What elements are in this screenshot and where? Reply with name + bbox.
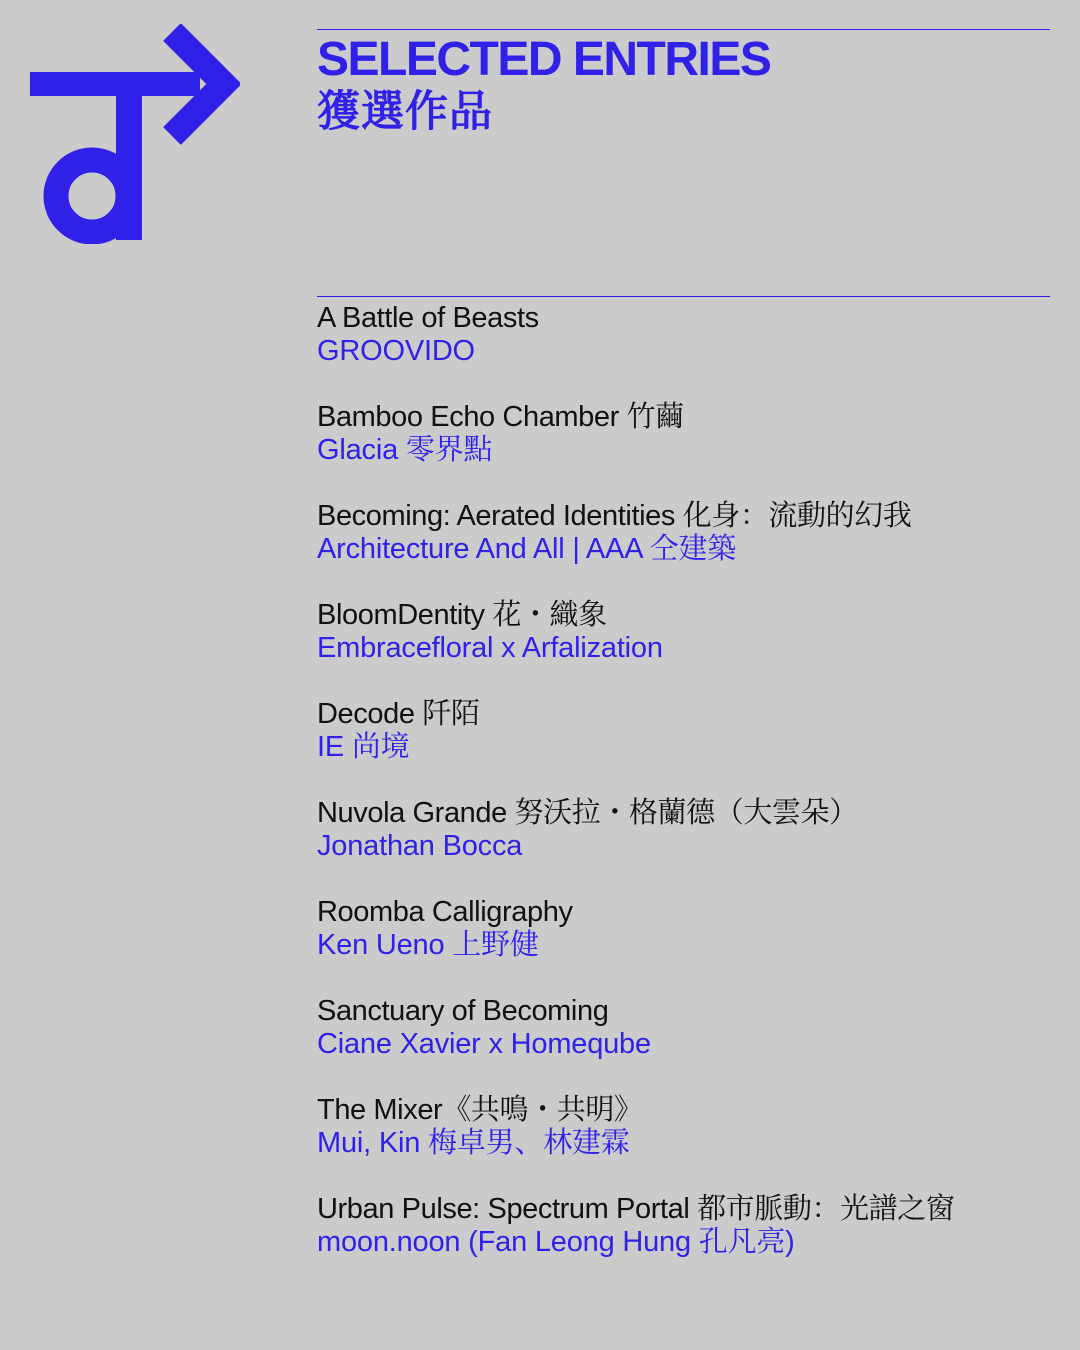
page-title-en: SELECTED ENTRIES: [317, 33, 771, 86]
entries-list: [317, 301, 1057, 1291]
entry-title: BloomDentity 花・織象: [317, 599, 607, 631]
list-item: [317, 400, 1057, 499]
entry-title: The Mixer《共鳴・共明》: [317, 1094, 643, 1126]
entry-title: Urban Pulse: Spectrum Portal 都市脈動：光譜之窗: [317, 1193, 955, 1225]
entry-author: Jonathan Bocca: [317, 830, 523, 862]
list-item: [317, 1093, 1057, 1192]
entry-author: Architecture And All | AAA 仝建築: [317, 533, 737, 565]
list-item: [317, 796, 1057, 895]
entry-title: Bamboo Echo Chamber 竹繭: [317, 401, 684, 433]
d-arrow-logo-icon: [28, 24, 240, 244]
list-item: [317, 994, 1057, 1093]
list-item: [317, 301, 1057, 400]
entry-author: IE 尚境: [317, 731, 410, 763]
entry-title: Decode 阡陌: [317, 698, 480, 730]
entry-author: Mui, Kin 梅卓男、林建霖: [317, 1127, 630, 1159]
list-item: [317, 499, 1057, 598]
list-item: [317, 697, 1057, 796]
list-item: [317, 895, 1057, 994]
entry-author: GROOVIDO: [317, 335, 475, 367]
page-heading: [317, 34, 770, 138]
top-divider: [317, 29, 1050, 30]
page-title-zh: 獲選作品: [317, 88, 493, 136]
list-item: [317, 598, 1057, 697]
entry-author: Ciane Xavier x Homeqube: [317, 1028, 651, 1060]
entry-title: Becoming: Aerated Identities 化身：流動的幻我: [317, 500, 912, 532]
entry-title: Nuvola Grande 努沃拉・格蘭德（大雲朵）: [317, 797, 858, 829]
entry-author: moon.noon (Fan Leong Hung 孔凡亮): [317, 1226, 795, 1258]
entry-author: Glacia 零界點: [317, 434, 493, 466]
entry-author: Ken Ueno 上野健: [317, 929, 539, 961]
entry-title: Sanctuary of Becoming: [317, 995, 609, 1027]
entry-author: Embracefloral x Arfalization: [317, 632, 663, 664]
entries-divider: [317, 296, 1050, 297]
entry-title: A Battle of Beasts: [317, 302, 539, 334]
list-item: [317, 1192, 1057, 1291]
entry-title: Roomba Calligraphy: [317, 896, 573, 928]
